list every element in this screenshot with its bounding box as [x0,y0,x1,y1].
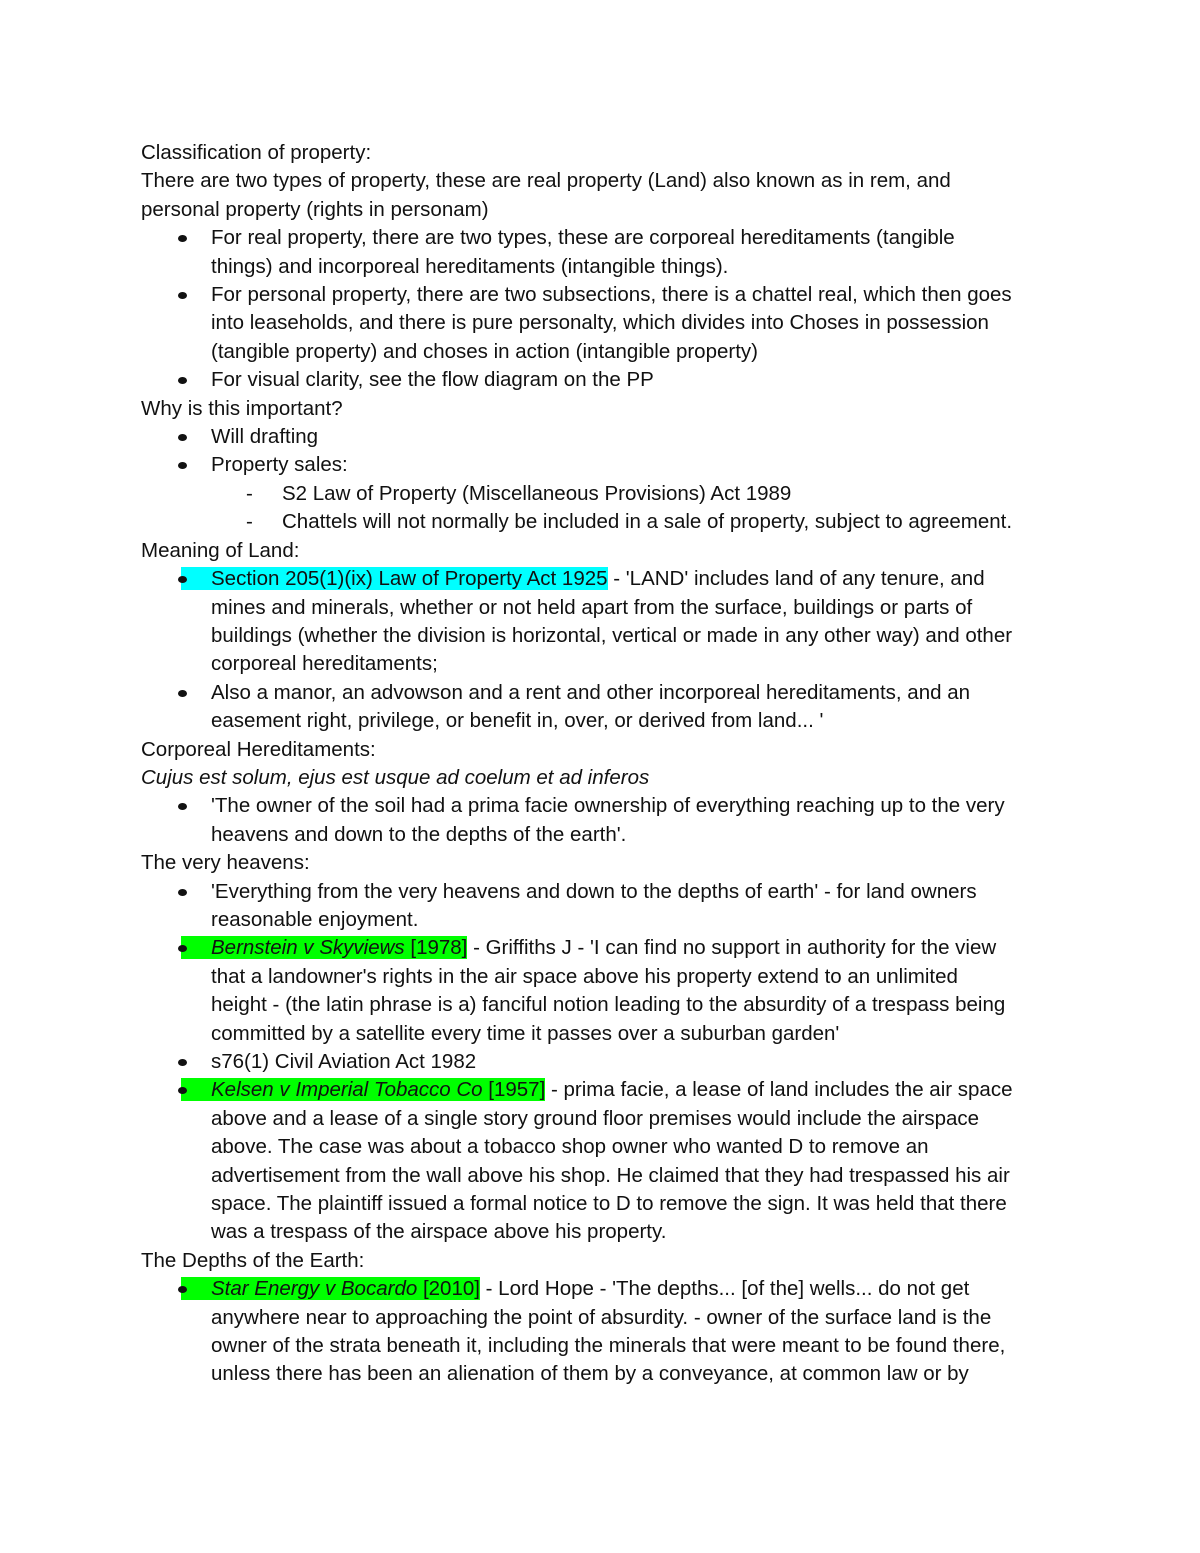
case-year-kelsen: [1957] [482,1078,546,1102]
bullet-line: advertisement from the wall above his shop. He claimed that they had trespassed his air [211,1163,1010,1187]
heading-meaning-of-land: Meaning of Land: [141,538,300,562]
highlight-section-205: Section 205(1)(ix) Law of Property Act 1925 [181,567,608,590]
bullet-line: s76(1) Civil Aviation Act 1982 [211,1050,477,1073]
bullet-line: (tangible property) and choses in action (intangible property) [211,339,758,363]
heading-very-heavens: The very heavens: [141,851,310,875]
classification-bullet-list [141,224,1071,394]
bullet-line: heavens and down to the depths of the earth'. [211,822,627,846]
bullet-real-property [211,224,1071,281]
bullet-line: Property sales: [211,453,348,477]
latin-maxim: Cujus est solum, ejus est usque ad coelum et ad inferos [141,765,650,789]
case-year-bernstein: [1978] [404,936,468,960]
bullet-line: For personal property, there are two subsections, there is a chattel real, which then goes [211,283,1012,307]
bullet-line: that a landowner's rights in the air space above his property extend to an unlimited [211,964,958,988]
bullet-text: - Lord Hope - 'The depths... [of the] wells... do not get [479,1277,970,1301]
bullet-line: Also a manor, an advowson and a rent and other incorporeal hereditaments, and an [211,680,970,704]
bullet-line: 'Everything from the very heavens and down to the depths of earth' - for land owners [211,879,977,903]
land-bullet-list [141,565,1071,735]
bullet-bernstein [211,934,1071,1048]
bullet-will-drafting [211,423,1071,451]
bullet-line: Will drafting [211,425,319,449]
bullet-line: owner of the strata beneath it, including the minerals that were meant to be found there, [211,1334,1006,1358]
depths-bullet-list [141,1275,1071,1389]
bullet-line: committed by a satellite every time it passes over a suburban garden' [211,1021,840,1045]
why-bullet-list [141,423,1071,480]
bullet-civil-aviation-act [211,1048,1071,1076]
case-year-star-energy: [2010] [417,1277,480,1301]
document-page [141,139,1071,1389]
bullet-line: space. The plaintiff issued a formal notice to D to remove the sign. It was held that there [211,1192,1007,1216]
bullet-section-205 [211,565,1071,679]
corporeal-bullet-list [141,792,1071,849]
bullet-line: was a trespass of the airspace above his property. [211,1220,667,1244]
bullet-manor-advowson [211,679,1071,736]
bullet-line: 'The owner of the soil had a prima facie ownership of everything reaching up to the very [211,794,1005,818]
bullet-visual-clarity [211,366,1071,394]
bullet-personal-property [211,281,1071,366]
bullet-star-energy [211,1275,1071,1389]
bullet-owner-of-soil [211,792,1071,849]
case-name-bernstein: Bernstein v Skyviews [211,936,405,960]
bullet-text: - prima facie, a lease of land includes the air space [545,1078,1013,1102]
bullet-text: - Griffiths J - 'I can find no support in authority for the view [467,936,997,960]
heading-corporeal-hereditaments: Corporeal Hereditaments: [141,737,376,761]
heading-depths-of-earth: The Depths of the Earth: [141,1248,365,1272]
heading-why-important: Why is this important? [141,396,343,420]
bullet-kelsen [211,1076,1071,1246]
bullet-line: easement right, privilege, or benefit in, over, or derived from land... ' [211,709,824,733]
bullet-line: into leaseholds, and there is pure personalty, which divides into Choses in possession [211,311,989,335]
heading-classification: Classification of property: [141,141,372,164]
paragraph-intro-line-2: personal property (rights in personam) [141,197,489,221]
case-name-star-energy: Star Energy v Bocardo [211,1277,418,1301]
bullet-line: unless there has been an alienation of them by a conveyance, at common law or by [211,1362,969,1386]
heavens-bullet-list [141,878,1071,1247]
paragraph-intro-line-1: There are two types of property, these are real property (Land) also known as in rem, and [141,169,951,193]
bullet-line: anywhere near to approaching the point of absurdity. - owner of the surface land is the [211,1305,992,1329]
sub-item-chattels: - Chattels will not normally be included in a sale of property, subject to agreement. [282,508,1071,536]
bullet-line: things) and incorporeal hereditaments (intangible things). [211,254,729,278]
case-name-kelsen: Kelsen v Imperial Tobacco Co [211,1078,483,1102]
bullet-line: For real property, there are two types, these are corporeal hereditaments (tangible [211,226,955,250]
bullet-text: - 'LAND' includes land of any tenure, and [607,567,985,591]
property-sales-sublist [141,480,1071,537]
bullet-line: height - (the latin phrase is a) fanciful notion leading to the absurdity of a trespass being [211,993,1006,1017]
bullet-line: For visual clarity, see the flow diagram on the PP [211,368,654,392]
bullet-line: corporeal hereditaments; [211,652,438,676]
bullet-line: reasonable enjoyment. [211,907,419,931]
bullet-everything-heavens [211,878,1071,935]
bullet-line: above and a lease of a single story ground floor premises would include the airspace [211,1106,980,1130]
bullet-line: mines and minerals, whether or not held apart from the surface, buildings or parts of [211,595,973,619]
bullet-line: buildings (whether the division is horizontal, vertical or made in any other way) and other [211,623,1013,647]
sub-item-lpa-1989: - S2 Law of Property (Miscellaneous Provisions) Act 1989 [282,480,1071,508]
bullet-property-sales [211,451,1071,479]
bullet-line: above. The case was about a tobacco shop owner who wanted D to remove an [211,1135,929,1159]
